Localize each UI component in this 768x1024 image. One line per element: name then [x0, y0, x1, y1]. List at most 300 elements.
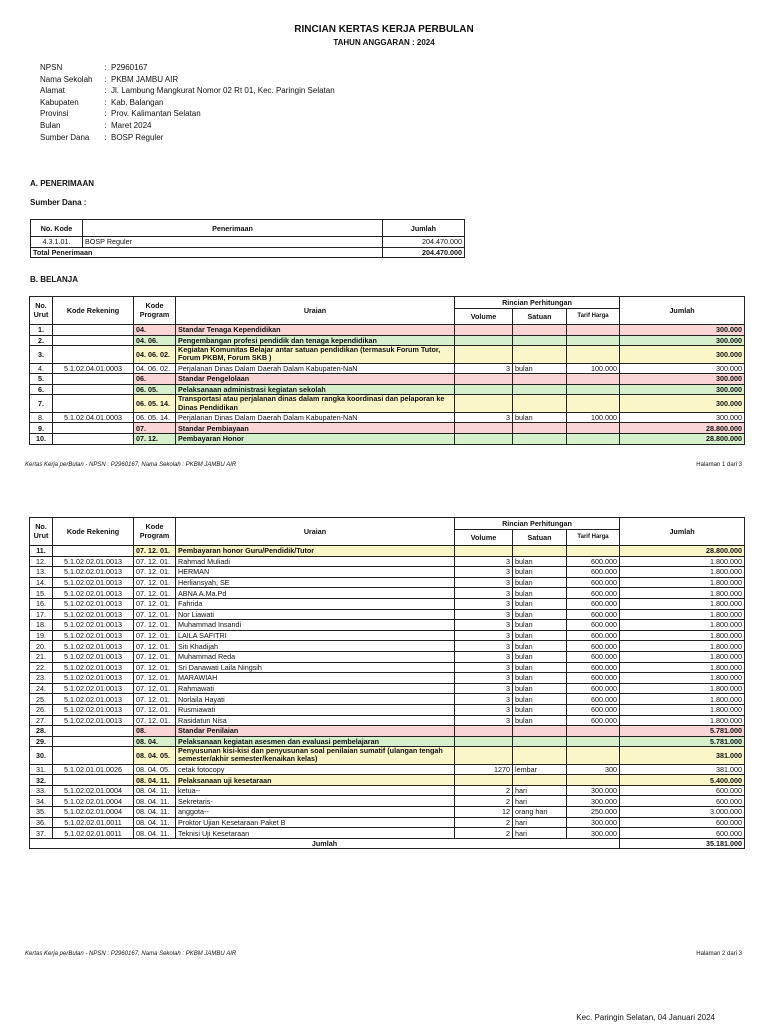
row-no: 28. [30, 726, 53, 737]
row-jumlah: 300.000 [620, 325, 745, 336]
row-kode-program: 07. 12. 01. [134, 651, 176, 662]
row-kode-rekening: 5.1.02.01.01.0026 [53, 764, 134, 775]
row-volume: 2 [455, 796, 513, 807]
row-kode-rekening [53, 395, 134, 412]
row-kode-program: 07. 12. 01. [134, 620, 176, 631]
school-info [40, 62, 335, 143]
info-colon: : [104, 109, 107, 119]
row-satuan: bulan [513, 567, 567, 578]
row-uraian: Standar Pembiayaan [176, 423, 455, 434]
table-row [30, 641, 745, 652]
row-no: 11. [30, 546, 53, 557]
document-title: RINCIAN KERTAS KERJA PERBULAN [294, 24, 474, 35]
footer-page-2-left: Kertas Kerja perBulan - NPSN : P2960167, Nama Sekolah : PKBM JAMBU AIR [25, 951, 237, 957]
row-tarif: 600.000 [567, 620, 620, 631]
row-uraian: Pelaksanaan kegiatan asesmen dan evaluasi pembelajaran [176, 736, 455, 747]
row-tarif: 600.000 [567, 694, 620, 705]
row-satuan [513, 726, 567, 737]
row-uraian: Standar Tenaga Kependidikan [176, 325, 455, 336]
row-jumlah: 1.800.000 [620, 567, 745, 578]
header-kode-rekening: Kode Rekening [53, 518, 134, 546]
info-value: Kab. Balangan [111, 97, 164, 107]
row-uraian: Pelaksanaan administrasi kegiatan sekolah [176, 384, 455, 395]
row-kode-program: 08. 04. 05. [134, 747, 176, 764]
row-volume: 3 [455, 412, 513, 423]
row-tarif: 600.000 [567, 588, 620, 599]
row-no: 10. [30, 433, 53, 444]
row-volume: 12 [455, 807, 513, 818]
row-uraian: Fahrida [176, 598, 455, 609]
row-uraian: Kegiatan Komunitas Belajar antar satuan pendidikan (termasuk Forum Tutor, Forum PKBM, Forum SKB ) [176, 346, 455, 363]
row-tarif: 100.000 [567, 363, 620, 374]
row-satuan [513, 325, 567, 336]
row-uraian: anggota-- [176, 807, 455, 818]
sumber-dana-label: Sumber Dana : [30, 198, 87, 207]
footer-page-2-right: Halaman 2 dari 3 [696, 951, 742, 957]
info-value: BOSP Reguler [111, 132, 164, 142]
row-jumlah: 1.800.000 [620, 694, 745, 705]
row-satuan [513, 384, 567, 395]
row-uraian: Penyusunan kisi-kisi dan penyusunan soal penilaian sumatif (ulangan tengah semester/akhir semester/kenaikan kelas) [176, 747, 455, 764]
table-row [30, 817, 745, 828]
row-satuan: bulan [513, 641, 567, 652]
info-label: Bulan [40, 120, 61, 130]
row-volume: 3 [455, 641, 513, 652]
row-jumlah: 1.800.000 [620, 630, 745, 641]
info-label: Kabupaten [40, 97, 79, 107]
table-row [30, 683, 745, 694]
row-satuan: bulan [513, 704, 567, 715]
row-no: 31. [30, 764, 53, 775]
row-uraian: HERMAN [176, 567, 455, 578]
row-volume: 3 [455, 704, 513, 715]
row-kode-rekening [53, 726, 134, 737]
info-value: Jl. Lambung Mangkurat Nomor 02 Rt 01, Kec. Paringin Selatan [111, 86, 335, 96]
row-jumlah: 381.000 [620, 764, 745, 775]
row-no: 26. [30, 704, 53, 715]
row-uraian: Rusmiawati [176, 704, 455, 715]
row-satuan [513, 747, 567, 764]
header-rincian-perhitungan: Rincian Perhitungan [455, 297, 620, 309]
row-satuan [513, 433, 567, 444]
row-no: 34. [30, 796, 53, 807]
row-kode-program: 08. 04. [134, 736, 176, 747]
row-jumlah: 300.000 [620, 335, 745, 346]
row-tarif [567, 374, 620, 385]
row-uraian: cetak fotocopy [176, 764, 455, 775]
table-row [30, 395, 745, 412]
row-tarif: 300 [567, 764, 620, 775]
info-label: Provinsi [40, 109, 69, 119]
row-volume [455, 395, 513, 412]
row-kode-program: 07. 12. 01. [134, 662, 176, 673]
row-uraian: Transportasi atau perjalanan dinas dalam rangka koordinasi dan pelaporan ke Dinas Pendidikan [176, 395, 455, 412]
row-uraian: Pembayaran honor Guru/Pendidik/Tutor [176, 546, 455, 557]
row-volume: 3 [455, 651, 513, 662]
row-kode-rekening [53, 325, 134, 336]
row-no: 1. [30, 325, 53, 336]
row-kode-program: 08. 04. 11. [134, 785, 176, 796]
row-uraian: Norlaila Hayati [176, 694, 455, 705]
row-tarif [567, 325, 620, 336]
row-kode-program: 04. 06. 02. [134, 363, 176, 374]
row-tarif [567, 433, 620, 444]
row-volume [455, 433, 513, 444]
row-satuan: bulan [513, 683, 567, 694]
row-tarif: 600.000 [567, 715, 620, 726]
row-satuan: bulan [513, 577, 567, 588]
table-row [30, 620, 745, 631]
row-no: 33. [30, 785, 53, 796]
row-tarif: 600.000 [567, 609, 620, 620]
row-jumlah: 3.000.000 [620, 807, 745, 818]
row-jumlah: 300.000 [620, 395, 745, 412]
row-volume: 2 [455, 828, 513, 839]
row-tarif: 100.000 [567, 412, 620, 423]
row-kode-rekening [53, 335, 134, 346]
row-volume: 3 [455, 609, 513, 620]
row-uraian: ketua-- [176, 785, 455, 796]
penerimaan-jumlah: 204.470.000 [383, 237, 465, 248]
row-kode-program: 07. [134, 423, 176, 434]
table-row [30, 828, 745, 839]
row-satuan: bulan [513, 715, 567, 726]
row-satuan [513, 546, 567, 557]
info-value: Maret 2024 [111, 120, 152, 130]
row-no: 15. [30, 588, 53, 599]
table-row [30, 546, 745, 557]
row-no: 17. [30, 609, 53, 620]
row-no: 4. [30, 363, 53, 374]
table-row [30, 673, 745, 684]
row-volume: 3 [455, 598, 513, 609]
row-kode-rekening: 5.1.02.02.01.0013 [53, 598, 134, 609]
row-kode-rekening: 5.1.02.02.01.0004 [53, 785, 134, 796]
table-row [30, 775, 745, 786]
table-row [30, 363, 745, 374]
row-kode-program: 08. 04. 11. [134, 817, 176, 828]
row-jumlah: 5.781.000 [620, 726, 745, 737]
table-row [30, 423, 745, 434]
row-jumlah: 1.800.000 [620, 577, 745, 588]
row-kode-rekening: 5.1.02.02.01.0013 [53, 567, 134, 578]
info-colon: : [104, 120, 107, 130]
row-uraian: Perjalanan Dinas Dalam Daerah Dalam Kabupaten-NaN [176, 363, 455, 374]
header-penerimaan: Penerimaan [83, 220, 383, 237]
row-uraian: Rahmawati [176, 683, 455, 694]
row-tarif: 600.000 [567, 641, 620, 652]
row-jumlah: 300.000 [620, 374, 745, 385]
total-jumlah-value: 35.181.000 [620, 838, 745, 849]
row-volume [455, 775, 513, 786]
row-kode-rekening: 5.1.02.02.01.0013 [53, 609, 134, 620]
row-no: 7. [30, 395, 53, 412]
row-volume: 3 [455, 567, 513, 578]
info-value: Prov. Kalimantan Selatan [111, 109, 201, 119]
info-value: PKBM JAMBU AIR [111, 74, 179, 84]
row-jumlah: 300.000 [620, 346, 745, 363]
row-tarif [567, 335, 620, 346]
signature-place-date: Kec. Paringin Selatan, 04 Januari 2024 [576, 1013, 715, 1022]
row-volume: 3 [455, 694, 513, 705]
row-volume: 2 [455, 785, 513, 796]
row-kode-rekening [53, 775, 134, 786]
row-satuan: bulan [513, 588, 567, 599]
row-kode-program: 07. 12. 01. [134, 567, 176, 578]
row-jumlah: 1.800.000 [620, 598, 745, 609]
row-kode-program: 06. 05. 14. [134, 395, 176, 412]
table-row [30, 588, 745, 599]
table-row [30, 577, 745, 588]
info-colon: : [104, 97, 107, 107]
row-kode-rekening: 5.1.02.02.01.0013 [53, 662, 134, 673]
row-no: 35. [30, 807, 53, 818]
row-tarif: 600.000 [567, 704, 620, 715]
table-row [30, 335, 745, 346]
row-uraian: ABNA A.Ma.Pd [176, 588, 455, 599]
row-uraian: LAILA SAFITRI [176, 630, 455, 641]
row-kode-program: 07. 12. [134, 433, 176, 444]
row-no: 8. [30, 412, 53, 423]
header-jumlah: Jumlah [383, 220, 465, 237]
row-volume [455, 374, 513, 385]
row-no: 36. [30, 817, 53, 828]
table-row [30, 412, 745, 423]
row-no: 5. [30, 374, 53, 385]
info-label: NPSN [40, 63, 63, 72]
row-tarif: 600.000 [567, 556, 620, 567]
row-uraian: Teknisi Uji Kesetaraan [176, 828, 455, 839]
row-kode-program: 06. 05. 14. [134, 412, 176, 423]
table-row [30, 736, 745, 747]
row-volume [455, 736, 513, 747]
row-kode-program: 07. 12. 01. [134, 609, 176, 620]
row-tarif: 600.000 [567, 651, 620, 662]
row-kode-rekening: 5.1.02.02.01.0013 [53, 651, 134, 662]
row-jumlah: 5.400.000 [620, 775, 745, 786]
row-volume: 3 [455, 556, 513, 567]
row-no: 19. [30, 630, 53, 641]
table-row [30, 694, 745, 705]
header-volume: Volume [455, 530, 513, 546]
row-kode-rekening: 5.1.02.02.01.0013 [53, 556, 134, 567]
section-penerimaan-heading: A. PENERIMAAN [30, 179, 95, 188]
header-kode-rekening: Kode Rekening [53, 297, 134, 325]
row-volume: 1270 [455, 764, 513, 775]
row-kode-rekening: 5.1.02.02.01.0013 [53, 694, 134, 705]
row-volume [455, 747, 513, 764]
table-row [30, 764, 745, 775]
row-jumlah: 381.000 [620, 747, 745, 764]
row-volume: 3 [455, 577, 513, 588]
header-jumlah: Jumlah [620, 518, 745, 546]
row-satuan: orang hari [513, 807, 567, 818]
row-satuan: bulan [513, 694, 567, 705]
row-kode-rekening: 5.1.02.02.01.0013 [53, 683, 134, 694]
table-row [30, 598, 745, 609]
row-satuan: lembar [513, 764, 567, 775]
row-kode-program: 08. 04. 11. [134, 796, 176, 807]
penerimaan-name: BOSP Reguler [83, 237, 383, 248]
row-tarif: 600.000 [567, 577, 620, 588]
row-volume: 3 [455, 363, 513, 374]
row-jumlah: 1.800.000 [620, 704, 745, 715]
info-row [40, 97, 335, 109]
header-tarif-harga: Tarif Harga [567, 530, 620, 546]
table-row [30, 662, 745, 673]
header-satuan: Satuan [513, 530, 567, 546]
row-kode-program: 07. 12. 01. [134, 683, 176, 694]
penerimaan-table [30, 219, 465, 258]
row-tarif [567, 736, 620, 747]
row-satuan: bulan [513, 363, 567, 374]
row-kode-rekening [53, 423, 134, 434]
row-satuan: bulan [513, 412, 567, 423]
header-no-urut: No. Urut [30, 518, 53, 546]
row-tarif: 600.000 [567, 683, 620, 694]
row-uraian: Pembayaran Honor [176, 433, 455, 444]
row-satuan [513, 736, 567, 747]
row-jumlah: 1.800.000 [620, 715, 745, 726]
table-row [30, 374, 745, 385]
penerimaan-kode: 4.3.1.01. [31, 237, 83, 248]
row-kode-rekening: 5.1.02.02.01.0004 [53, 807, 134, 818]
row-kode-program: 08. [134, 726, 176, 737]
footer-page-1-right: Halaman 1 dari 3 [696, 462, 742, 468]
row-satuan: bulan [513, 630, 567, 641]
row-jumlah: 1.800.000 [620, 683, 745, 694]
row-kode-program: 07. 12. 01. [134, 704, 176, 715]
row-no: 6. [30, 384, 53, 395]
row-kode-rekening: 5.1.02.02.01.0013 [53, 630, 134, 641]
belanja-table-page-1 [29, 296, 745, 445]
row-jumlah: 1.800.000 [620, 609, 745, 620]
table-row [30, 785, 745, 796]
info-value: P2960167 [111, 63, 148, 72]
row-tarif: 600.000 [567, 598, 620, 609]
row-kode-rekening: 5.1.02.02.01.0011 [53, 817, 134, 828]
row-jumlah: 1.800.000 [620, 556, 745, 567]
row-no: 37. [30, 828, 53, 839]
row-tarif: 300.000 [567, 828, 620, 839]
header-jumlah: Jumlah [620, 297, 745, 325]
row-uraian: Perjalanan Dinas Dalam Daerah Dalam Kabupaten-NaN [176, 412, 455, 423]
total-jumlah-label: Jumlah [30, 838, 620, 849]
row-satuan: hari [513, 785, 567, 796]
row-uraian: Standar Pengelolaan [176, 374, 455, 385]
table-row [30, 747, 745, 764]
table-row [30, 796, 745, 807]
row-kode-program: 07. 12. 01. [134, 694, 176, 705]
row-satuan: bulan [513, 620, 567, 631]
row-satuan: hari [513, 817, 567, 828]
row-jumlah: 28.800.000 [620, 423, 745, 434]
row-satuan: bulan [513, 556, 567, 567]
belanja-table-page-2 [29, 517, 745, 849]
header-tarif-harga: Tarif Harga [567, 309, 620, 325]
row-jumlah: 1.800.000 [620, 662, 745, 673]
table-row [30, 651, 745, 662]
row-satuan [513, 775, 567, 786]
row-jumlah: 5.781.000 [620, 736, 745, 747]
row-kode-program: 07. 12. 01. [134, 598, 176, 609]
row-satuan [513, 346, 567, 363]
row-satuan [513, 423, 567, 434]
row-volume: 3 [455, 630, 513, 641]
row-satuan [513, 374, 567, 385]
row-jumlah: 1.800.000 [620, 673, 745, 684]
table-row [30, 609, 745, 620]
header-uraian: Uraian [176, 297, 455, 325]
row-kode-rekening: 5.1.02.02.01.0013 [53, 704, 134, 715]
row-uraian: Pelaksanaan uji kesetaraan [176, 775, 455, 786]
row-jumlah: 28.800.000 [620, 546, 745, 557]
header-uraian: Uraian [176, 518, 455, 546]
row-kode-program: 04. [134, 325, 176, 336]
row-tarif [567, 726, 620, 737]
info-colon: : [104, 74, 107, 84]
row-kode-rekening [53, 747, 134, 764]
header-volume: Volume [455, 309, 513, 325]
row-volume [455, 325, 513, 336]
row-jumlah: 1.800.000 [620, 651, 745, 662]
row-uraian: Standar Penilaian [176, 726, 455, 737]
table-row [30, 556, 745, 567]
table-row [30, 346, 745, 363]
row-uraian: Muhammad Insandi [176, 620, 455, 631]
row-kode-program: 07. 12. 01. [134, 715, 176, 726]
row-kode-program: 04. 06. [134, 335, 176, 346]
row-kode-program: 07. 12. 01. [134, 630, 176, 641]
row-kode-program: 08. 04. 05. [134, 764, 176, 775]
row-jumlah: 1.800.000 [620, 620, 745, 631]
row-uraian: Rasidatun Nisa [176, 715, 455, 726]
row-kode-rekening: 5.1.02.02.01.0011 [53, 828, 134, 839]
row-volume: 2 [455, 817, 513, 828]
row-no: 14. [30, 577, 53, 588]
row-uraian: Siti Khadijah [176, 641, 455, 652]
row-no: 32. [30, 775, 53, 786]
table-row [30, 433, 745, 444]
row-satuan: hari [513, 796, 567, 807]
row-no: 30. [30, 747, 53, 764]
row-satuan: bulan [513, 598, 567, 609]
table-row [30, 715, 745, 726]
header-no-urut: No. Urut [30, 297, 53, 325]
row-no: 24. [30, 683, 53, 694]
row-tarif: 600.000 [567, 630, 620, 641]
row-jumlah: 600.000 [620, 785, 745, 796]
row-kode-rekening: 5.1.02.02.01.0013 [53, 588, 134, 599]
table-row [30, 325, 745, 336]
row-kode-rekening: 5.1.02.04.01.0003 [53, 412, 134, 423]
row-kode-rekening [53, 374, 134, 385]
row-volume: 3 [455, 620, 513, 631]
row-tarif: 600.000 [567, 662, 620, 673]
row-uraian: Sri Danawati Laila Ningsih [176, 662, 455, 673]
table-row [30, 726, 745, 737]
row-tarif: 300.000 [567, 817, 620, 828]
row-volume: 3 [455, 683, 513, 694]
row-kode-program: 08. 04. 11. [134, 807, 176, 818]
row-jumlah: 28.800.000 [620, 433, 745, 444]
row-tarif [567, 346, 620, 363]
row-uraian: Nor Liawati [176, 609, 455, 620]
header-no-kode: No. Kode [31, 220, 83, 237]
table-row [30, 807, 745, 818]
row-kode-rekening: 5.1.02.02.01.0013 [53, 673, 134, 684]
row-uraian: Proktor Ujian Kesetaraan Paket B [176, 817, 455, 828]
